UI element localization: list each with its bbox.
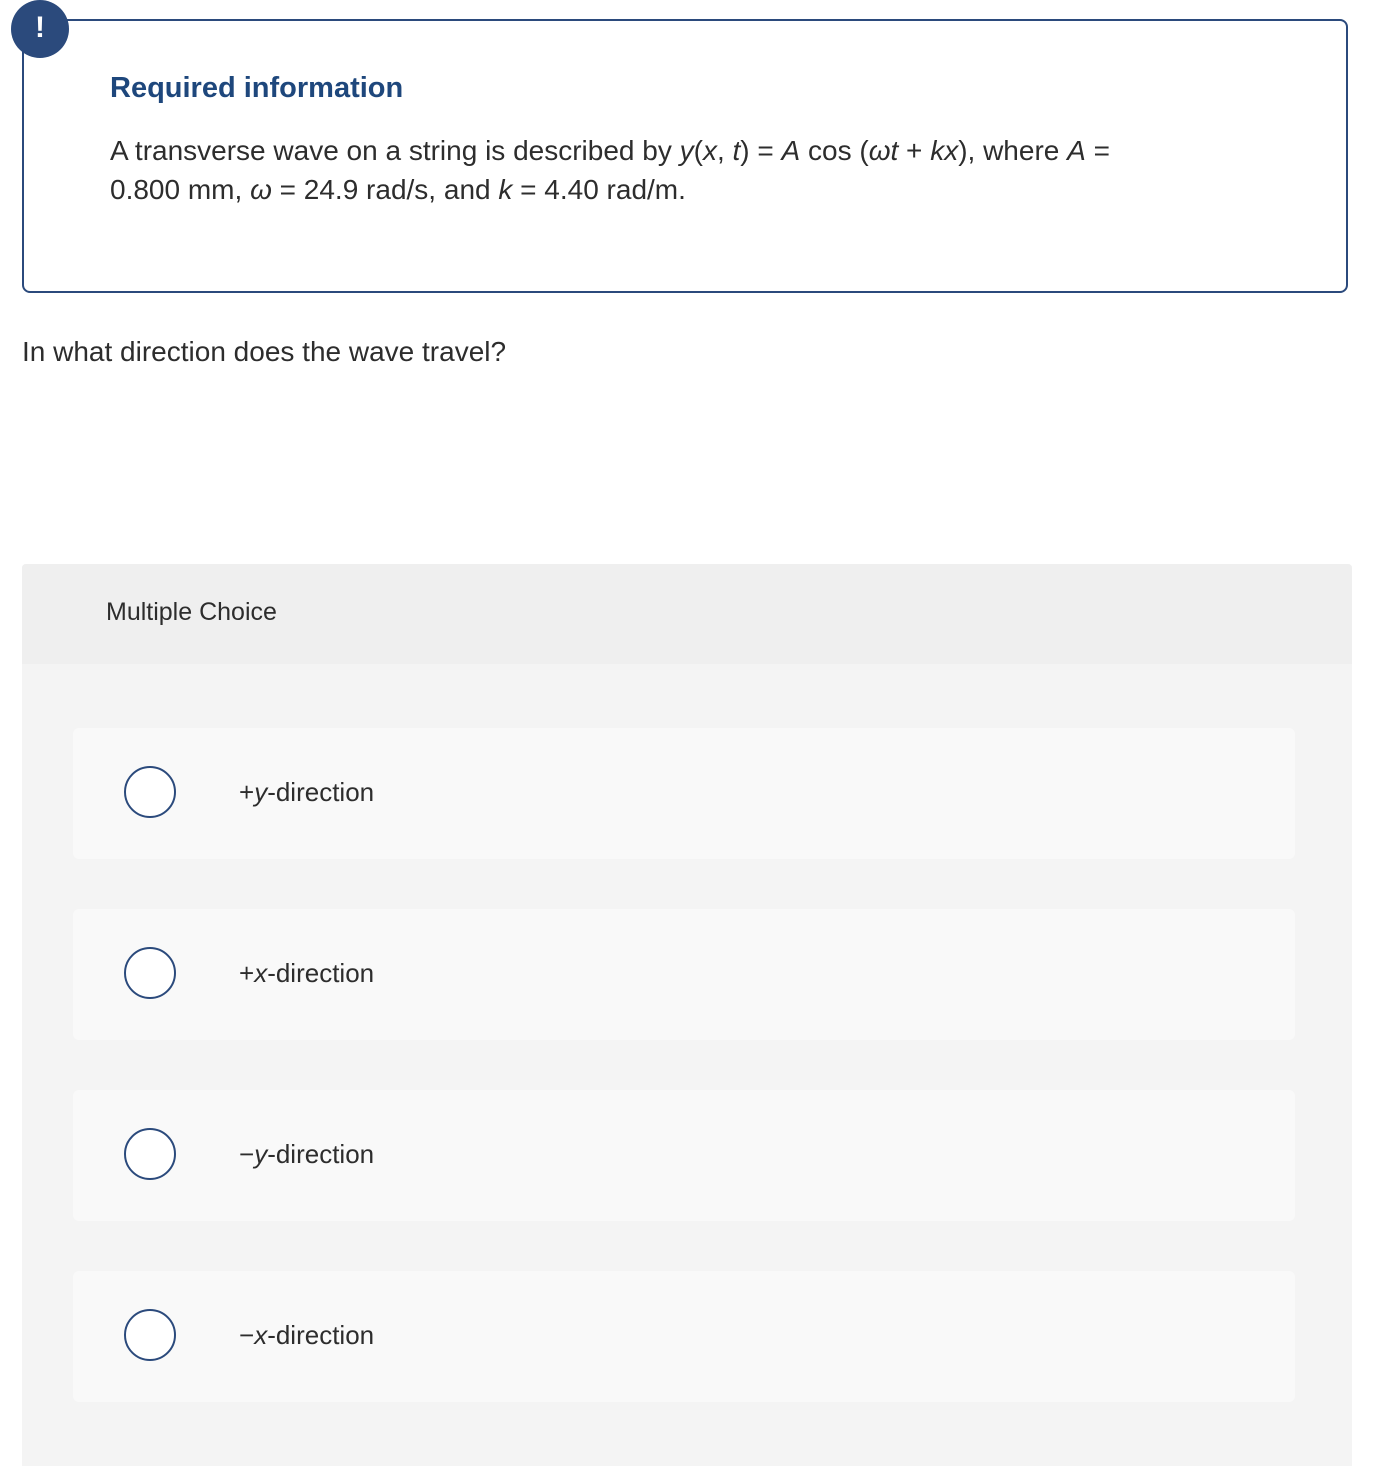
- choice-option-2[interactable]: [73, 909, 1295, 1040]
- multiple-choice-header: [22, 564, 1352, 664]
- required-info-alert-icon: !: [11, 0, 69, 58]
- choice-option-3[interactable]: [73, 1090, 1295, 1221]
- radio-button[interactable]: [124, 1128, 176, 1180]
- problem-statement: A transverse wave on a string is described by y(x, t) = A cos (ωt + kx), where A = 0.800 mm, ω = 24.9 rad/s, and k = 4.40 rad/m.: [110, 135, 1110, 205]
- choice-label: −y-direction: [239, 1139, 375, 1169]
- radio-button[interactable]: [124, 766, 176, 818]
- choice-option-1[interactable]: [73, 728, 1295, 859]
- required-information-box: [22, 19, 1348, 293]
- choice-option-4[interactable]: [73, 1271, 1295, 1402]
- required-information-title: Required information: [110, 72, 404, 104]
- multiple-choice-label: Multiple Choice: [106, 598, 277, 626]
- choice-label: −x-direction: [239, 1320, 375, 1350]
- choice-label: +y-direction: [239, 777, 375, 807]
- multiple-choice-panel: [22, 564, 1352, 1466]
- question-text: In what direction does the wave travel?: [22, 336, 507, 367]
- radio-button[interactable]: [124, 947, 176, 999]
- radio-button[interactable]: [124, 1309, 176, 1361]
- choice-label: +x-direction: [239, 958, 375, 988]
